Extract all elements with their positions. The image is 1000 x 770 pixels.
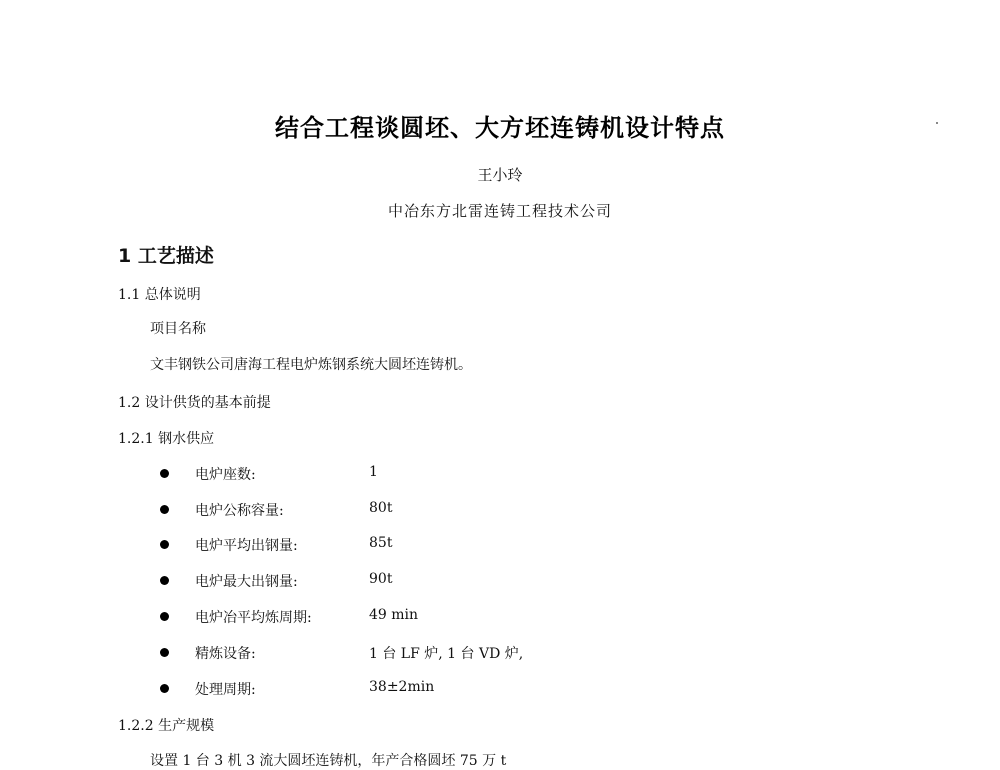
subsection-heading-1-2-2: 1.2.2 生产规模 bbox=[118, 718, 215, 734]
bullet-dot-icon bbox=[160, 612, 169, 621]
list-item-value: 1 bbox=[369, 464, 378, 480]
list-item-value: 38±2min bbox=[369, 679, 435, 695]
bullet-dot-icon bbox=[160, 648, 169, 657]
list-item-value: 1 台 LF 炉, 1 台 VD 炉, bbox=[369, 646, 524, 662]
section-heading-1: 1 工艺描述 bbox=[118, 245, 214, 267]
bullet-dot-icon bbox=[160, 684, 169, 693]
list-item-label: 电炉平均出钢量: bbox=[195, 538, 298, 554]
project-name-value: 文丰钢铁公司唐海工程电炉炼钢系统大圆坯连铸机。 bbox=[150, 357, 472, 373]
list-item-label: 电炉公称容量: bbox=[195, 503, 284, 519]
bullet-dot-icon bbox=[160, 576, 169, 585]
list-item-value: 49 min bbox=[369, 607, 419, 623]
subsection-heading-1-1: 1.1 总体说明 bbox=[118, 287, 201, 303]
author-affiliation: 中冶东方北雷连铸工程技术公司 bbox=[387, 202, 612, 220]
document-title: 结合工程谈圆坯、大方坯连铸机设计特点 bbox=[275, 114, 725, 142]
list-item-label: 电炉座数: bbox=[195, 467, 256, 483]
bullet-dot-icon bbox=[160, 505, 169, 514]
bullet-dot-icon bbox=[160, 540, 169, 549]
list-item-label: 精炼设备: bbox=[195, 646, 256, 662]
list-item-value: 85t bbox=[369, 535, 393, 551]
author-name: 王小玲 bbox=[477, 166, 523, 184]
list-item-value: 90t bbox=[369, 571, 393, 587]
project-name-label: 项目名称 bbox=[150, 321, 206, 337]
list-item-value: 80t bbox=[369, 500, 393, 516]
list-item-label: 电炉最大出钢量: bbox=[195, 574, 298, 590]
list-item-label: 电炉冶平均炼周期: bbox=[195, 610, 312, 626]
subsection-heading-1-2: 1.2 设计供货的基本前提 bbox=[118, 395, 271, 411]
subsection-heading-1-2-1: 1.2.1 钢水供应 bbox=[118, 431, 215, 447]
production-scale-text: 设置 1 台 3 机 3 流大圆坯连铸机，年产合格圆坯 75 万 t bbox=[150, 753, 507, 769]
list-item-label: 处理周期: bbox=[195, 682, 256, 698]
bullet-dot-icon bbox=[160, 469, 169, 478]
